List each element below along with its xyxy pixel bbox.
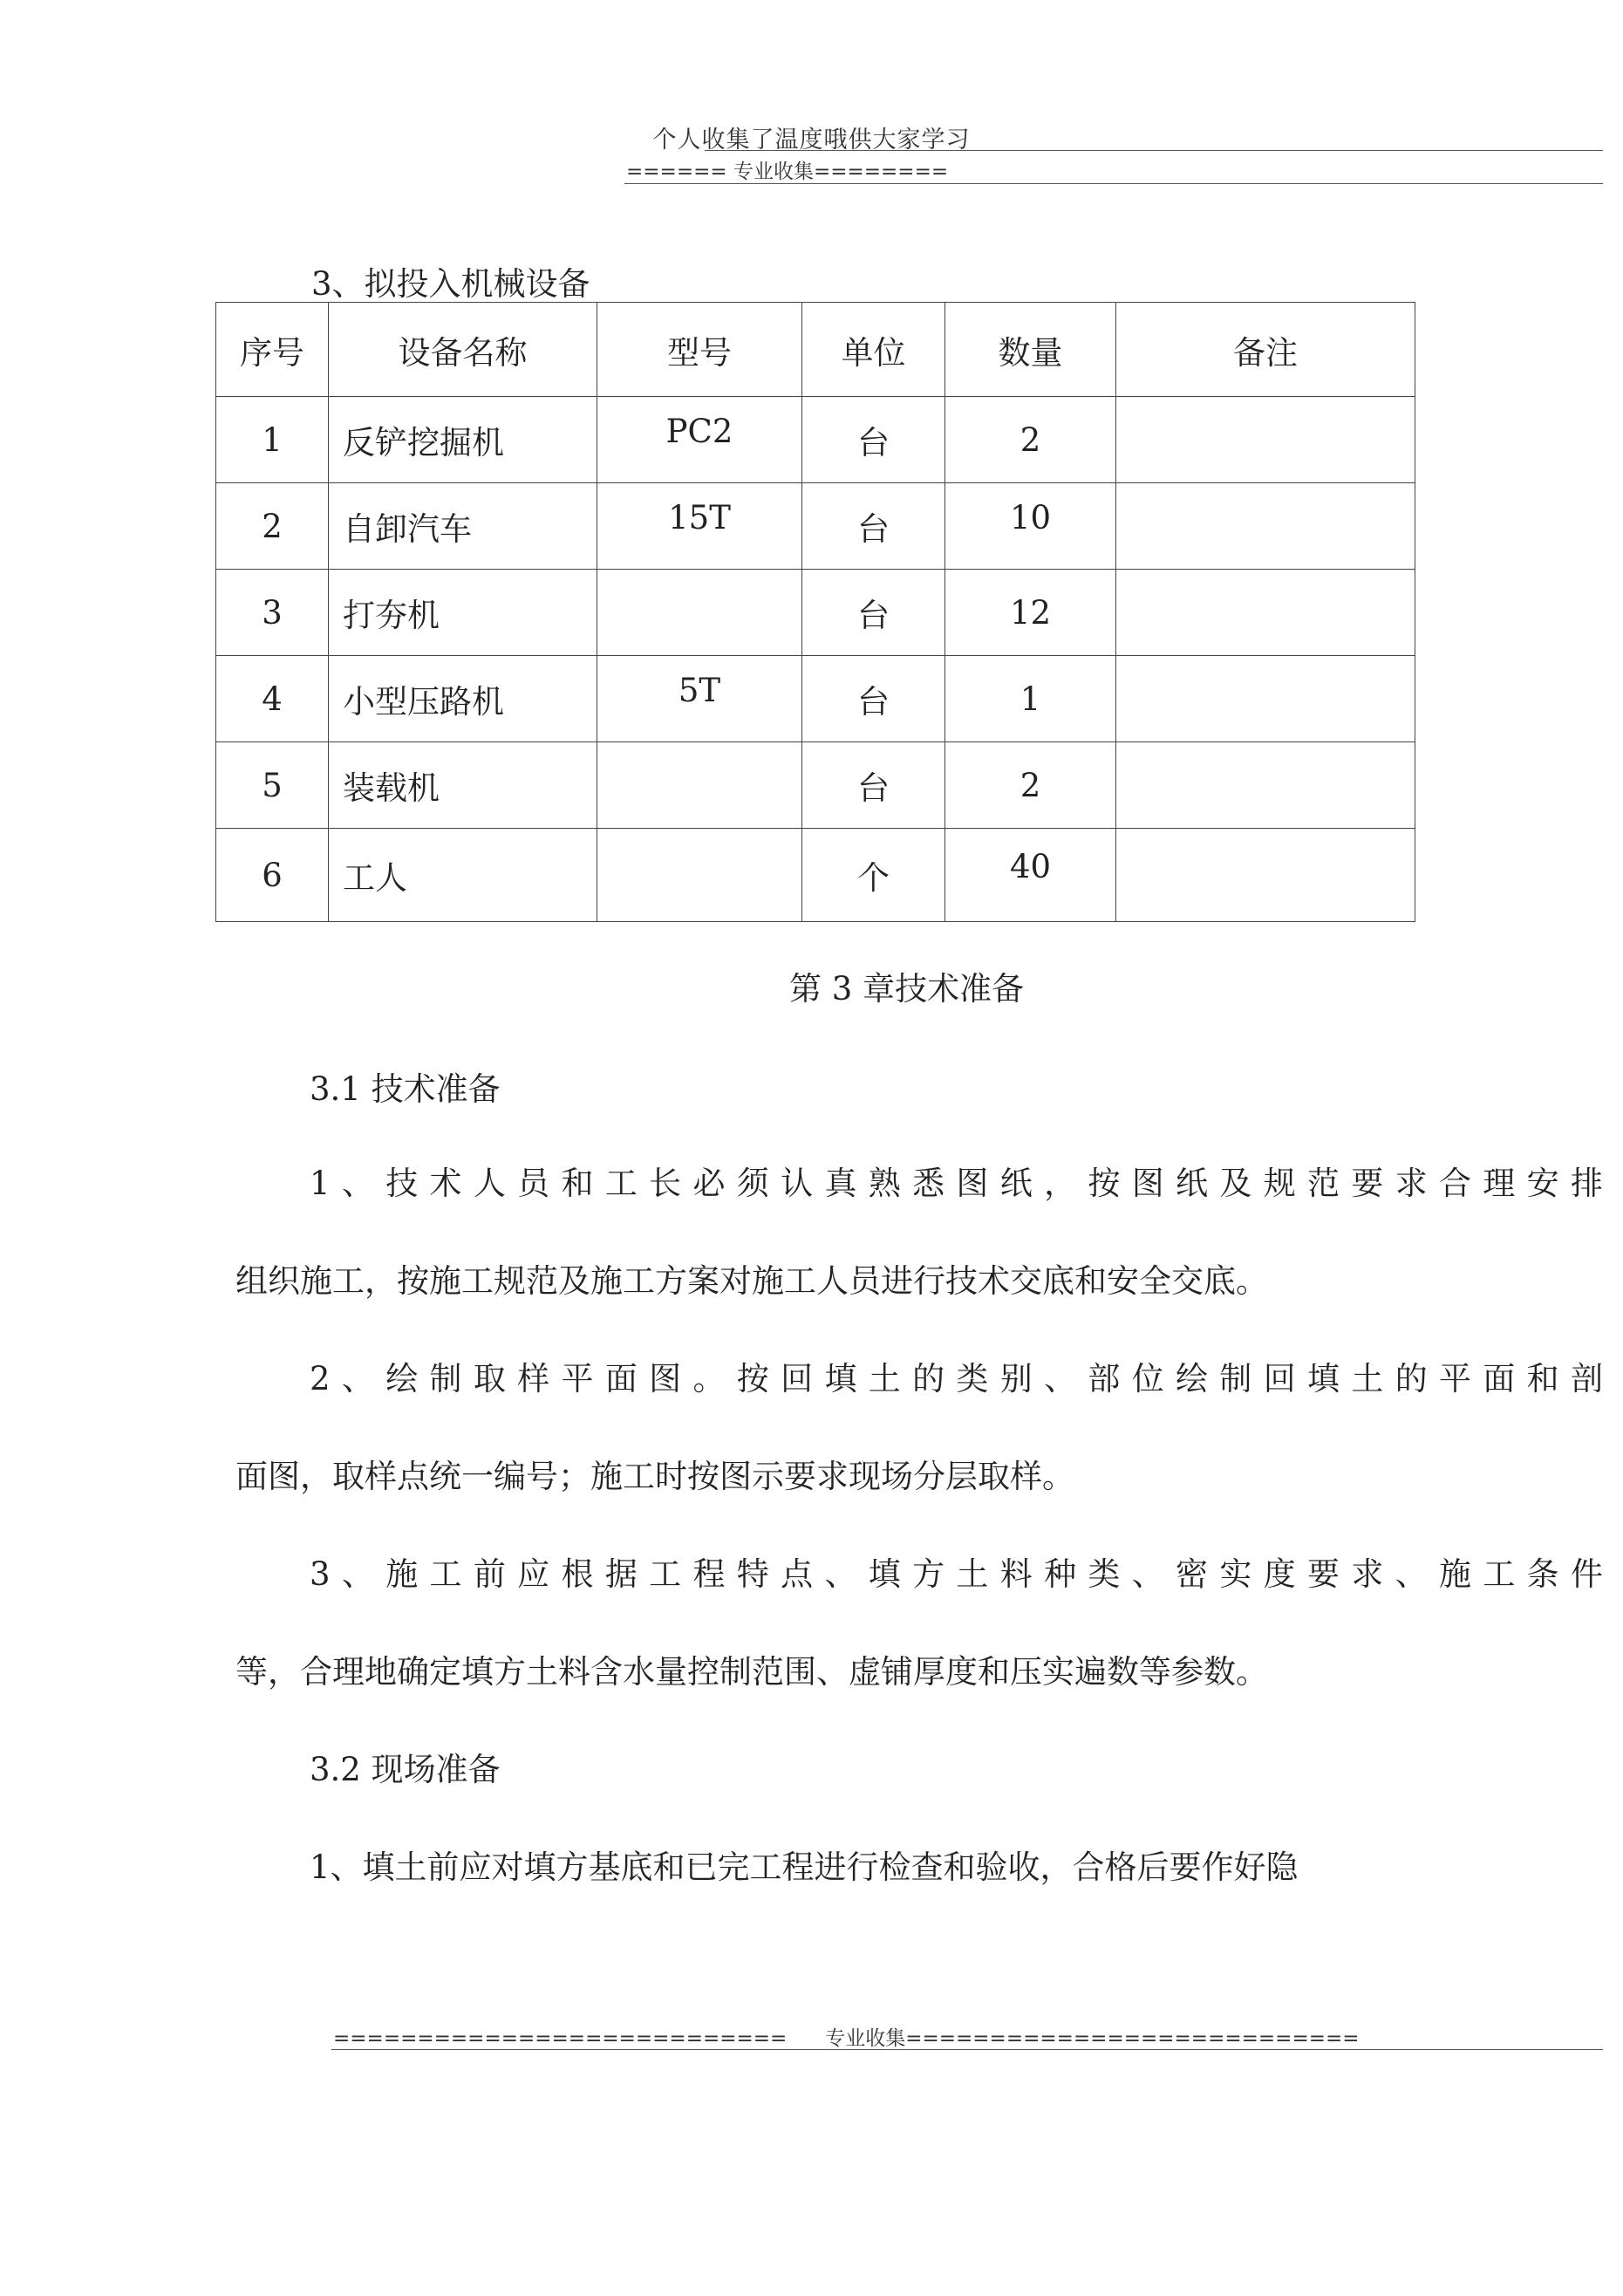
table-row (216, 829, 1415, 922)
cell-qty: 1 (945, 656, 1116, 742)
header-rule-top (705, 150, 1603, 151)
paragraph-1-line-2: 组织施工，按施工规范及施工方案对施工人员进行技术交底和安全交底。 (235, 1262, 1268, 1300)
paragraph-2-line-2: 面图，取样点统一编号；施工时按图示要求现场分层取样。 (235, 1458, 1074, 1495)
cell-qty: 12 (945, 570, 1116, 656)
paragraph-2-line-1: 2、绘制取样平面图。按回填土的类别、部位绘制回填土的平面和剖 (310, 1360, 1603, 1397)
cell-no: 3 (216, 570, 329, 656)
paragraph-3-line-2: 等，合理地确定填方土料含水量控制范围、虚铺厚度和压实遍数等参数。 (235, 1653, 1268, 1691)
paragraph-3-line-1: 3、施工前应根据工程特点、填方土料种类、密实度要求、施工条件 (310, 1555, 1603, 1593)
header-cell-note: 备注 (1116, 303, 1415, 397)
cell-model (597, 570, 802, 656)
header-cell-model: 型号 (597, 303, 802, 397)
cell-no: 2 (216, 483, 329, 570)
table-row (216, 483, 1415, 570)
header-title: 个人收集了温度哦供大家学习 (652, 126, 971, 154)
cell-name: 小型压路机 (329, 656, 597, 742)
chapter-title: 第 3 章技术准备 (789, 970, 1025, 1008)
header-subtitle: ====== 专业收集======== (626, 161, 949, 183)
cell-model (597, 829, 802, 922)
cell-note (1116, 742, 1415, 829)
header-rule-bottom (624, 183, 1603, 184)
cell-note (1116, 483, 1415, 570)
paragraph-3-2-line-1: 1、填土前应对填方基底和已完工程进行检查和验收，合格后要作好隐 (310, 1848, 1299, 1886)
cell-qty-text: 40 (1009, 847, 1052, 885)
paragraph-1-line-1: 1、技术人员和工长必须认真熟悉图纸，按图纸及规范要求合理安排 (310, 1165, 1603, 1202)
cell-no: 1 (216, 397, 329, 483)
cell-qty-text: 10 (1009, 498, 1052, 536)
cell-unit: 台 (802, 483, 945, 570)
cell-no: 5 (216, 742, 329, 829)
cell-name: 反铲挖掘机 (329, 397, 597, 483)
cell-unit: 台 (802, 397, 945, 483)
cell-model (597, 397, 802, 483)
cell-model (597, 656, 802, 742)
cell-note (1116, 570, 1415, 656)
cell-unit: 台 (802, 656, 945, 742)
section-caption: 3、拟投入机械设备 (311, 265, 590, 303)
section-heading-3-2: 3.2 现场准备 (310, 1751, 501, 1788)
cell-note (1116, 397, 1415, 483)
cell-name: 打夯机 (329, 570, 597, 656)
footer-text: =========================== 专业收集=========================== (333, 2027, 1360, 2050)
cell-qty: 2 (945, 742, 1116, 829)
cell-qty: 2 (945, 397, 1116, 483)
table-row (216, 570, 1415, 656)
cell-no: 6 (216, 829, 329, 922)
equipment-table (215, 302, 1415, 922)
table-header-row (216, 303, 1415, 397)
cell-qty (945, 829, 1116, 922)
cell-qty (945, 483, 1116, 570)
header-cell-no: 序号 (216, 303, 329, 397)
table-row (216, 656, 1415, 742)
cell-name: 自卸汽车 (329, 483, 597, 570)
cell-unit: 个 (802, 829, 945, 922)
header-cell-unit: 单位 (802, 303, 945, 397)
section-heading-3-1: 3.1 技术准备 (310, 1070, 501, 1108)
header-cell-qty: 数量 (945, 303, 1116, 397)
cell-unit: 台 (802, 742, 945, 829)
cell-model-text: PC2 (665, 412, 733, 450)
cell-model-text: 5T (678, 671, 721, 709)
cell-name: 工人 (329, 829, 597, 922)
cell-model (597, 483, 802, 570)
cell-note (1116, 656, 1415, 742)
cell-name: 装载机 (329, 742, 597, 829)
cell-model-text: 15T (668, 498, 731, 536)
table-row (216, 397, 1415, 483)
cell-no: 4 (216, 656, 329, 742)
footer-rule (331, 2049, 1603, 2050)
header-cell-name: 设备名称 (329, 303, 597, 397)
cell-unit: 台 (802, 570, 945, 656)
cell-model (597, 742, 802, 829)
table-row (216, 742, 1415, 829)
cell-note (1116, 829, 1415, 922)
